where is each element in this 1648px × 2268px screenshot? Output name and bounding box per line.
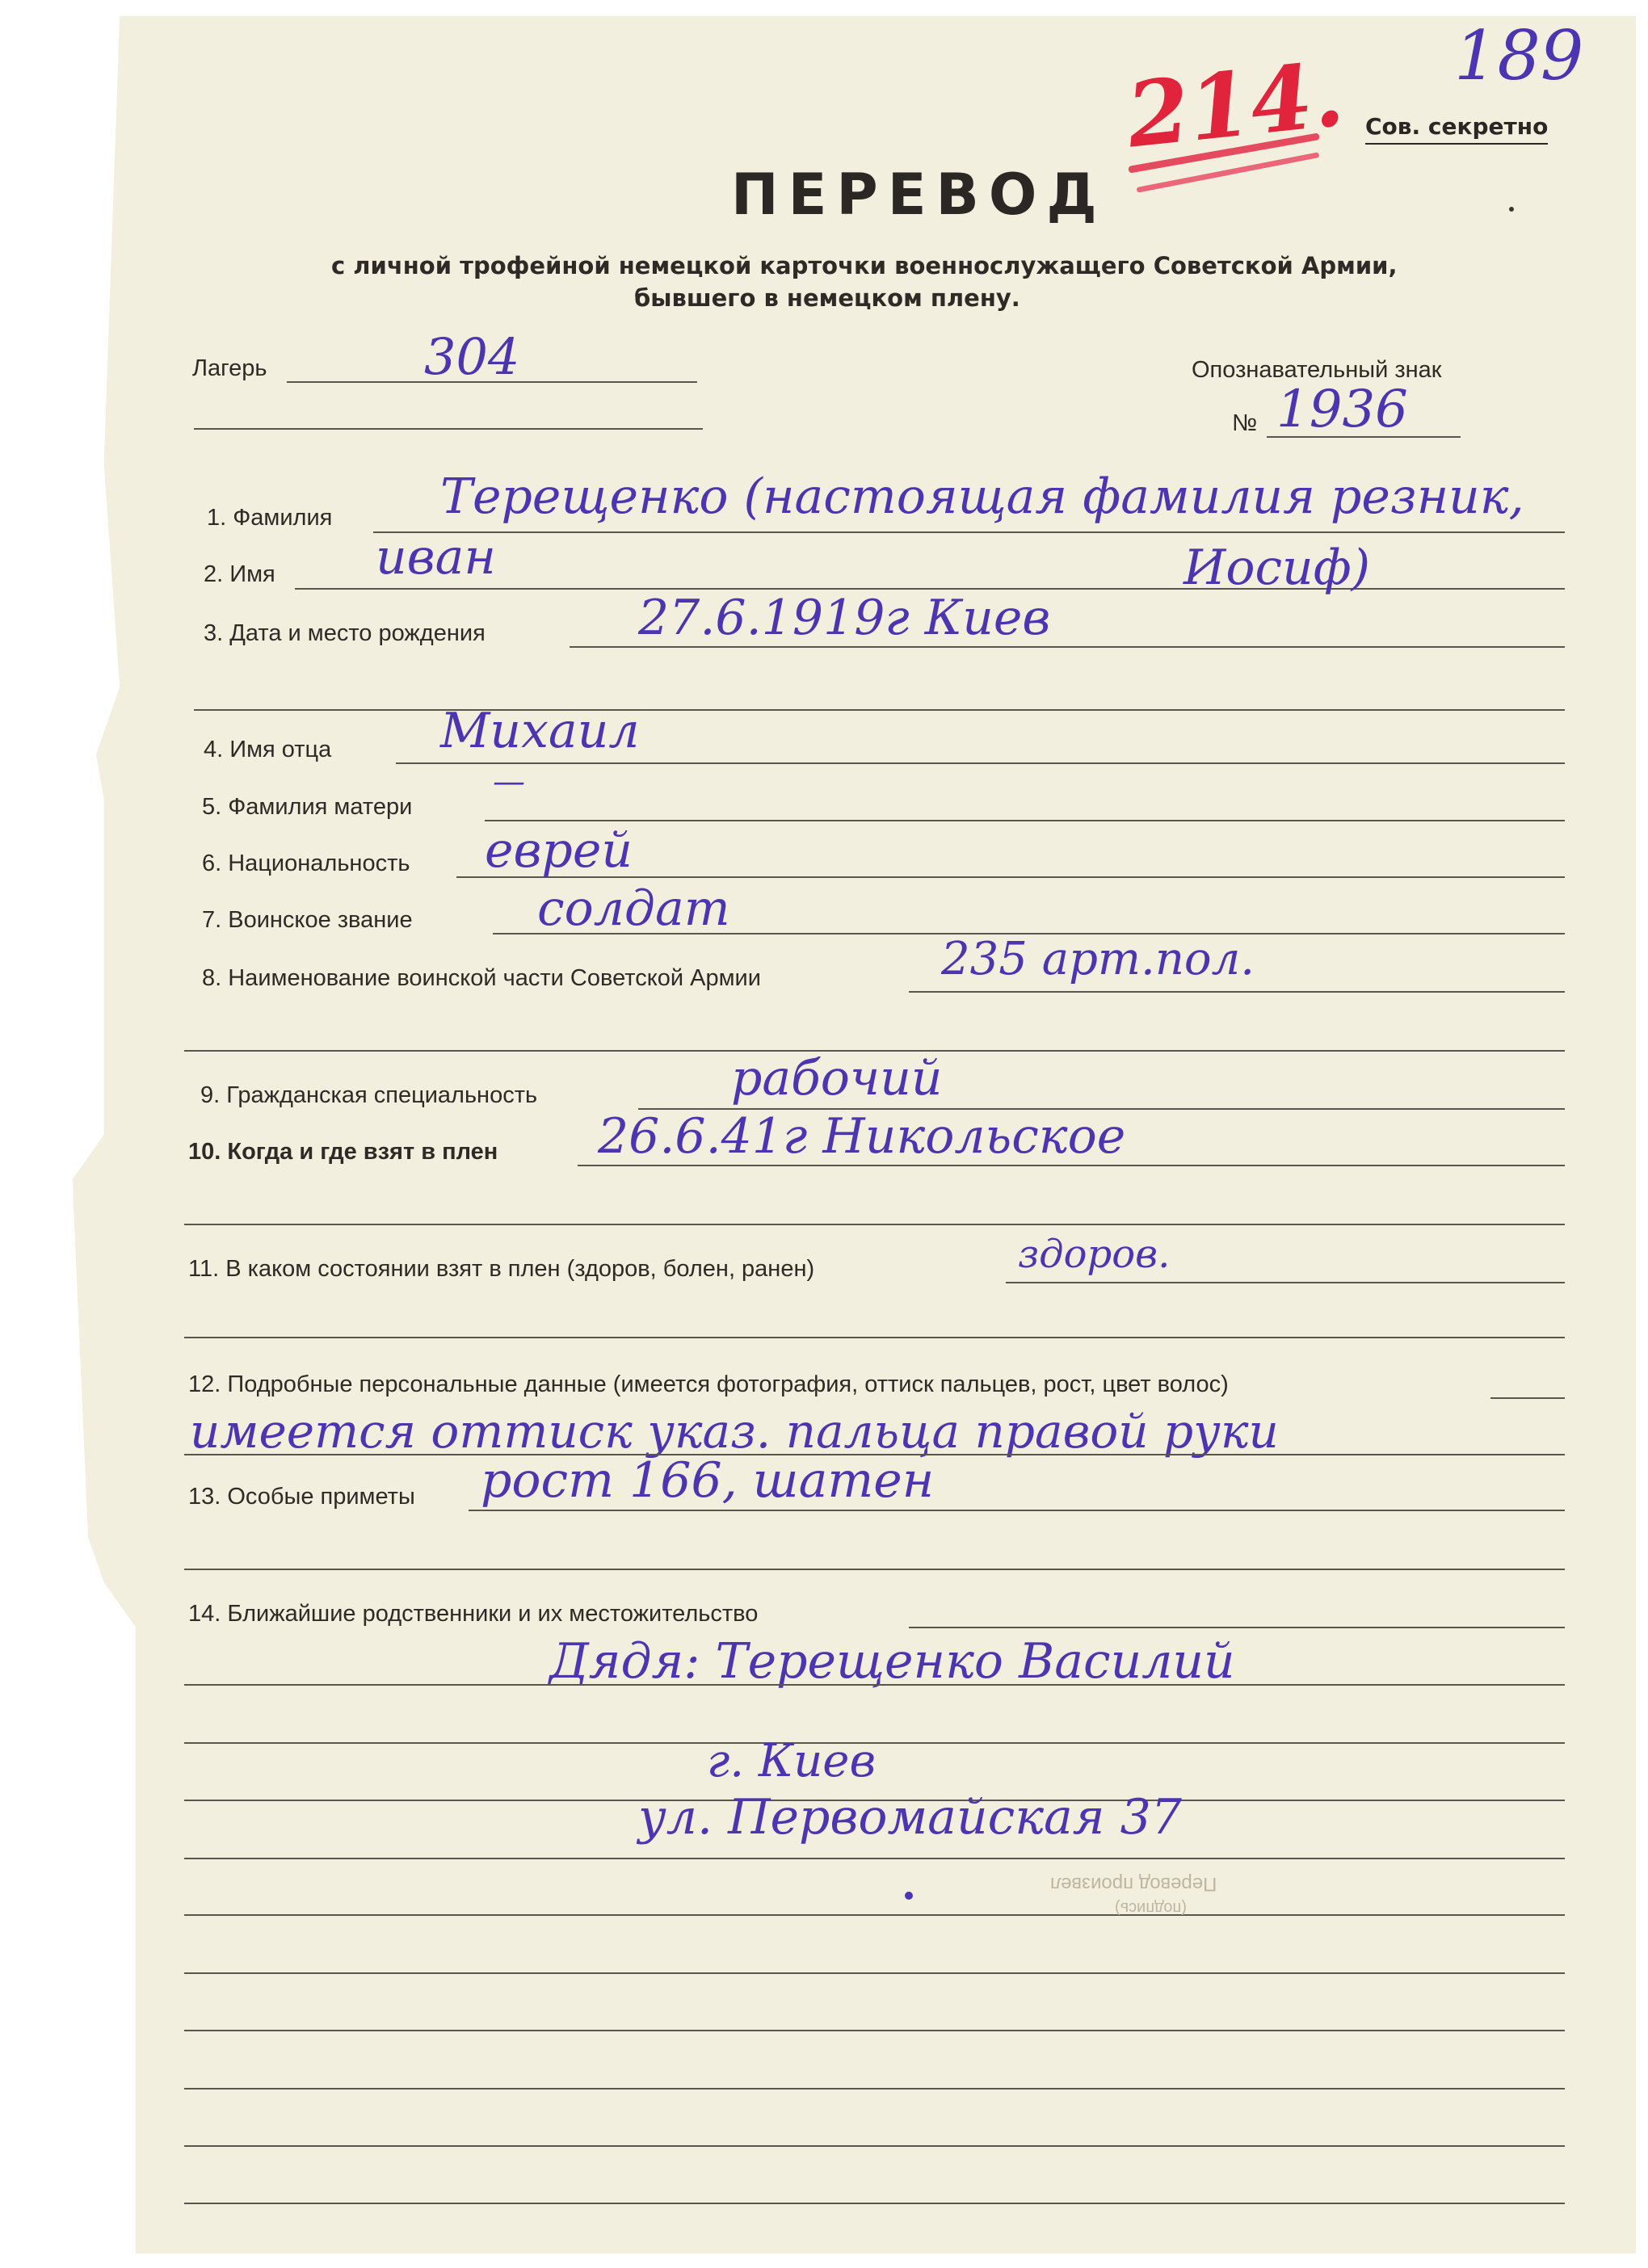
subtitle-line-1: с личной трофейной немецкой карточки военнослужащего Советской Армии, xyxy=(331,252,1398,279)
field-4-rule xyxy=(396,762,1565,764)
field-8-label: 8. Наименование воинской части Советской Армии xyxy=(202,965,761,991)
subtitle-line-2: бывшего в немецком плену. xyxy=(634,284,1020,312)
field-12-value: имеется оттиск указ. пальца правой руки xyxy=(190,1404,1279,1459)
field-14-label: 14. Ближайшие родственники и их местожительство xyxy=(188,1601,759,1627)
field-10-rule xyxy=(578,1165,1565,1166)
field-11-rule-2 xyxy=(184,1337,1565,1338)
relatives-rule-1 xyxy=(184,1684,1565,1686)
field-2-label: 2. Имя xyxy=(204,561,275,587)
relatives-rule-9 xyxy=(184,2145,1565,2147)
field-9-value: рабочий xyxy=(731,1050,943,1107)
field-8-value: 235 арт.пол. xyxy=(941,933,1255,985)
relatives-rule-4 xyxy=(184,1858,1565,1859)
field-11-value: здоров. xyxy=(1018,1232,1171,1277)
field-3-rule xyxy=(570,646,1565,648)
field-12-rule xyxy=(1490,1397,1565,1399)
field-11-label: 11. В каком состоянии взят в плен (здоров, болен, ранен) xyxy=(188,1256,815,1282)
handwritten-page-number: 189 xyxy=(1454,16,1584,95)
field-6-value: еврей xyxy=(485,822,633,879)
field-13-rule xyxy=(469,1510,1565,1511)
field-1-label: 1. Фамилия xyxy=(207,505,333,531)
field-4-value: Михаил xyxy=(440,703,640,759)
field-6-label: 6. Национальность xyxy=(202,850,410,876)
ink-dot xyxy=(1509,207,1514,212)
field-13-label: 13. Особые приметы xyxy=(188,1484,415,1510)
field-12-label: 12. Подробные персональные данные (имеется фотография, оттиск пальцев, рост, цвет волос) xyxy=(188,1371,1229,1397)
field-13-rule-2 xyxy=(184,1569,1565,1570)
field-3-value: 27.6.1919г Киев xyxy=(638,590,1051,646)
field-5-value: — xyxy=(493,763,525,800)
field-11-rule xyxy=(1006,1282,1565,1283)
id-tag-num-label: № xyxy=(1232,410,1258,436)
camp-label: Лагерь xyxy=(192,355,267,381)
relatives-rule-10 xyxy=(184,2203,1565,2204)
field-8-rule xyxy=(909,991,1565,993)
field-10-value: 26.6.41г Никольское xyxy=(598,1108,1126,1165)
field-14-rule xyxy=(909,1627,1565,1628)
field-14-value: Дядя: Терещенко Василий xyxy=(549,1633,1235,1690)
field-7-label: 7. Воинское звание xyxy=(202,907,413,933)
id-tag-label: Опознавательный знак xyxy=(1192,357,1442,383)
relatives-rule-7 xyxy=(184,2030,1565,2031)
field-1-rule xyxy=(373,531,1565,533)
address-line-1: г. Киев xyxy=(707,1735,877,1787)
field-5-rule xyxy=(485,820,1565,821)
ink-blot xyxy=(905,1892,913,1900)
field-5-label: 5. Фамилия матери xyxy=(202,794,413,820)
field-10-rule-2 xyxy=(184,1224,1565,1225)
address-line-2: ул. Первомайская 37 xyxy=(638,1789,1182,1846)
field-3-rule-2 xyxy=(194,709,1565,711)
relatives-rule-8 xyxy=(184,2088,1565,2090)
field-9-label: 9. Гражданская специальность xyxy=(200,1082,538,1108)
field-7-value: солдат xyxy=(537,880,730,937)
field-4-label: 4. Имя отца xyxy=(204,737,332,762)
red-pencil-number: 214. xyxy=(1121,41,1348,168)
id-tag-value: 1936 xyxy=(1276,380,1408,439)
field-13-value: рост 166, шатен xyxy=(481,1452,935,1509)
field-2-value: иван xyxy=(376,529,496,586)
field-10-label: 10. Когда и где взят в плен xyxy=(188,1139,498,1165)
camp-rule-2 xyxy=(194,428,703,430)
reversed-bleed-text-2: (подпись) xyxy=(1115,1899,1187,1917)
reversed-bleed-text-1: Перевод произвел xyxy=(1050,1873,1217,1895)
field-1-value: Терещенко (настоящая фамилия резник, xyxy=(440,468,1524,525)
classification-stamp: Сов. секретно xyxy=(1365,113,1548,145)
field-2-value-2: Иосиф) xyxy=(1183,540,1371,596)
field-3-label: 3. Дата и место рождения xyxy=(204,620,486,646)
document-title: ПЕРЕВОД xyxy=(731,162,1107,228)
relatives-rule-5 xyxy=(184,1914,1565,1916)
camp-value: 304 xyxy=(424,327,520,386)
relatives-rule-6 xyxy=(184,1972,1565,1974)
